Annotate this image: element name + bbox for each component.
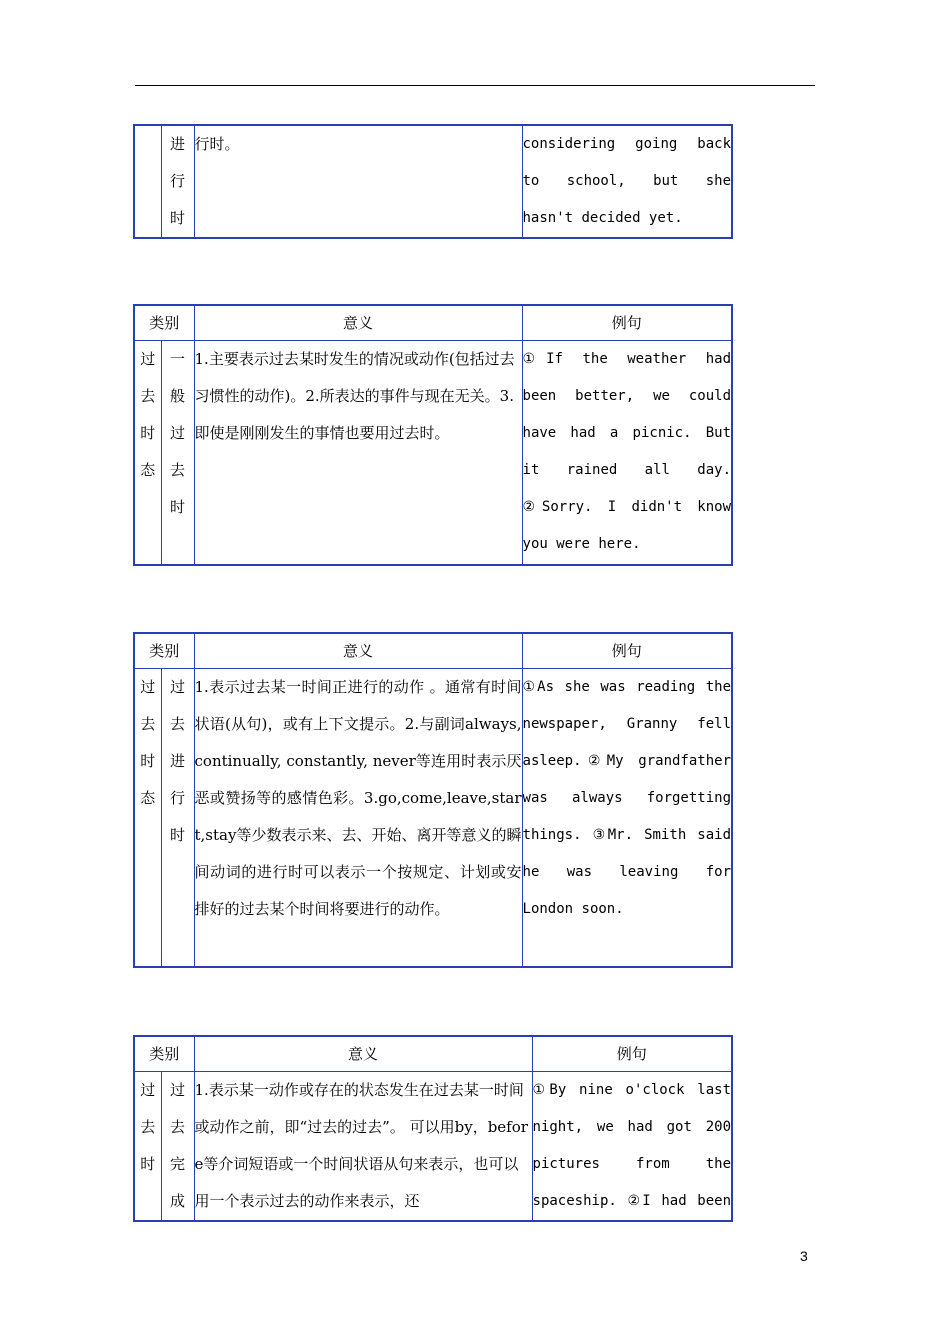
table-past-perfect <box>133 1035 733 1222</box>
table-present-progressive-continued <box>133 124 733 239</box>
table-past-progressive <box>133 632 733 968</box>
category-cell: 过 去 时 态 <box>134 669 161 967</box>
category-cell: 过 去 时 态 <box>134 341 161 565</box>
header-category: 类别 <box>134 1036 194 1072</box>
example-cell: ①As she was reading the newspaper, Granny fell asleep.②My grandfather was always forgetting things. ③Mr. Smith said he was leaving for London soon. <box>522 669 732 967</box>
meaning-cell: 1.表示某一动作或存在的状态发生在过去某一时间或动作之前，即“过去的过去”。 可以用by，before等介词短语或一个时间状语从句来表示，也可以用一个表示过去的动作来表示，还 <box>194 1072 532 1222</box>
header-category: 类别 <box>134 305 194 341</box>
header-rule <box>135 85 815 86</box>
meaning-cell: 1.表示过去某一时间正进行的动作 。通常有时间状语(从句)，或有上下文提示。2.与副词always, continually, constantly, never等连用时表示厌恶或赞扬等的感情色彩。3.go,come,leave,start,stay等少数表示来、去、开始、离开等意义的瞬间动词的进行时可以表示一个按规定、计划或安排好的过去某个时间将要进行的动作。 <box>194 669 522 967</box>
header-category: 类别 <box>134 633 194 669</box>
header-meaning: 意义 <box>194 1036 532 1072</box>
subcategory-cell: 一 般 过 去 时 <box>161 341 194 565</box>
category-cell: 过 去 时 <box>134 1072 161 1222</box>
header-example: 例句 <box>522 633 732 669</box>
example-cell: ①If the weather had been better, we could have had a picnic. But it rained all day. ②Sorry. I didn't know you were here. <box>522 341 732 565</box>
subcategory-cell: 进 行 时 <box>161 125 194 238</box>
page-number: 3 <box>800 1248 808 1264</box>
subcategory-cell: 过 去 完 成 <box>161 1072 194 1222</box>
example-cell: ①By nine o'clock last night, we had got 200 pictures from the spaceship. ②I had been <box>532 1072 732 1222</box>
header-example: 例句 <box>522 305 732 341</box>
meaning-cell: 行时。 <box>194 125 522 238</box>
meaning-cell: 1.主要表示过去某时发生的情况或动作(包括过去习惯性的动作)。2.所表达的事件与现在无关。3.即使是刚刚发生的事情也要用过去时。 <box>194 341 522 565</box>
category-cell <box>134 125 161 238</box>
example-cell: considering going back to school, but she hasn't decided yet. <box>522 125 732 238</box>
table-simple-past <box>133 304 733 566</box>
header-meaning: 意义 <box>194 633 522 669</box>
subcategory-cell: 过 去 进 行 时 <box>161 669 194 967</box>
header-example: 例句 <box>532 1036 732 1072</box>
header-meaning: 意义 <box>194 305 522 341</box>
